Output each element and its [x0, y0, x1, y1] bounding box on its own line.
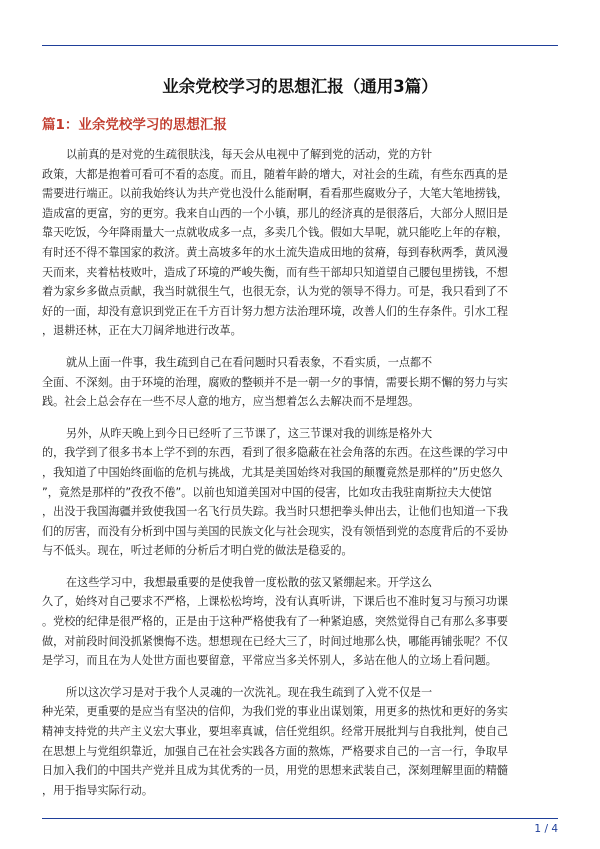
paragraph-line: 就从上面一件事，我生疏到自己在看问题时只看表象，不看实质，一点都不	[66, 355, 433, 369]
paragraph-line: 的，我学到了很多书本上学不到的东西，看到了很多隐蔽在社会角落的东西。在这些课的学习中	[42, 446, 508, 460]
paragraph-line: 久了，始终对自己要求不严格，上课松松垮垮，没有认真听讲，下课后也不准时复习与预习功课	[42, 595, 508, 609]
paragraph-line: 践。社会上总会存在一些不尽人意的地方，应当想着怎么去解决而不是埋怨。	[42, 395, 420, 409]
paragraph-line: 在思想上与党组织靠近，加强自己在社会实践各方面的熬炼，严格要求自己的一言一行，争取早	[42, 744, 508, 758]
paragraph-line: ，退耕还林，正在大刀阔斧地进行改革。	[42, 324, 242, 338]
paragraph-line: 与不低头。现在，听过老师的分析后才明白党的做法是稳妥的。	[42, 544, 353, 558]
paragraph-line: 。党校的纪律是很严格的，正是由于这种严格使我有了一种紧迫感，突然觉得自己有那么多事要	[42, 615, 508, 629]
paragraph-2	[42, 353, 558, 412]
paragraph-5	[42, 683, 558, 801]
paragraph-line: 着为家乡多做点贡献，我当时就很生气，也很无奈，认为党的领导不得力。可是，我只看到了不	[42, 285, 508, 299]
paragraph-line: 以前真的是对党的生疏很肤浅，每天会从电视中了解到党的活动，党的方针	[66, 148, 433, 161]
paragraph-line: ，我知道了中国始终面临的危机与挑战，尤其是美国始终对我国的颠覆竟然是那样的”历史悠久	[42, 465, 503, 479]
paragraph-1	[42, 145, 558, 341]
paragraph-line: 做，对前段时间没抓紧懊悔不迭。想想现在已经大三了，时间过地那么快，哪能再铺张呢？不仅	[42, 634, 508, 648]
paragraph-line: 们的厉害，而没有分析到中国与美国的民族文化与社会现实，没有领悟到党的态度背后的不妥协	[42, 524, 508, 538]
paragraph-line: 在这些学习中，我想最重要的是使我曾一度松散的弦又紧绷起来。开学这么	[66, 575, 433, 589]
paragraph-line: 有时还不得不靠国家的救济。黄土高坡多年的水土流失造成田地的贫瘠，每到春秋两季，黄风漫	[42, 245, 508, 259]
header-rule	[42, 45, 558, 46]
document-title: 业余党校学习的思想汇报（通用3篇）	[162, 77, 438, 96]
paragraph-line: 政策，大都是抱着可看可不看的态度。而且，随着年龄的增大，对社会的生疏，有些东西真的是	[42, 167, 508, 181]
paragraph-line: 另外，从昨天晚上到今日已经听了三节课了，这三节课对我的训练是格外大	[66, 426, 433, 440]
paragraph-line: 靠天吃饭，今年降雨量大一点就收成多一点，多卖几个钱。假如大旱呢，就只能吃上年的存粮，	[42, 226, 508, 240]
paragraph-line: 造成富的更富，穷的更穷。我来自山西的一个小镇，那儿的经济真的是很落后，大部分人照旧是	[42, 206, 508, 220]
paragraph-line: ，出没于我国海疆并致使我国一名飞行员失踪。我当时只想把拳头伸出去，让他们也知道一下我	[42, 505, 508, 519]
paragraph-line: 全面、不深刻。由于环境的治理，腐败的整顿并不是一朝一夕的事情，需要长期不懈的努力与实	[42, 375, 508, 389]
section-heading: 篇1：业余党校学习的思想汇报	[42, 117, 227, 133]
document-body	[42, 145, 558, 812]
paragraph-3	[42, 424, 558, 561]
footer-rule	[42, 818, 558, 819]
paragraph-line: 精神支持党的共产主义宏大事业，要坦率真诚，信任党组织。经常开展批判与自我批判，使自己	[42, 725, 508, 739]
paragraph-line: 好的一面，却没有意识到党正在千方百计努力想方法治理环境，改善人们的生存条件。引水工程	[42, 304, 508, 318]
paragraph-line: 日加入我们的中国共产党并且成为其优秀的一员，用党的思想来武装自己，深刻理解里面的精髓	[42, 764, 508, 778]
paragraph-line: 种光荣，更重要的是应当有坚决的信仰，为我们党的事业出谋划策，用更多的热忱和更好的务实	[42, 705, 508, 719]
page-indicator: 1 / 4	[534, 823, 558, 835]
paragraph-line: 是学习，而且在为人处世方面也要留意，平常应当多关怀别人，多站在他人的立场上看问题。	[42, 654, 497, 668]
paragraph-line: 天而来，夹着枯枝败叶，造成了环境的严峻失衡，而有些干部却只知道望自己腰包里捞钱，不想	[42, 265, 508, 279]
paragraph-line: 需要进行端正。以前我始终认为共产党也没什么能耐啊，看看那些腐败分子，大笔大笔地捞钱，	[42, 187, 508, 201]
paragraph-4	[42, 573, 558, 671]
paragraph-line: ，用于指导实际行动。	[42, 783, 153, 797]
paragraph-line: 所以这次学习是对于我个人灵魂的一次洗礼。现在我生疏到了入党不仅是一	[66, 685, 433, 699]
paragraph-line: ”，竟然是那样的”孜孜不倦”。以前也知道美国对中国的侵害，比如攻击我驻南斯拉夫大使馆	[42, 485, 492, 499]
